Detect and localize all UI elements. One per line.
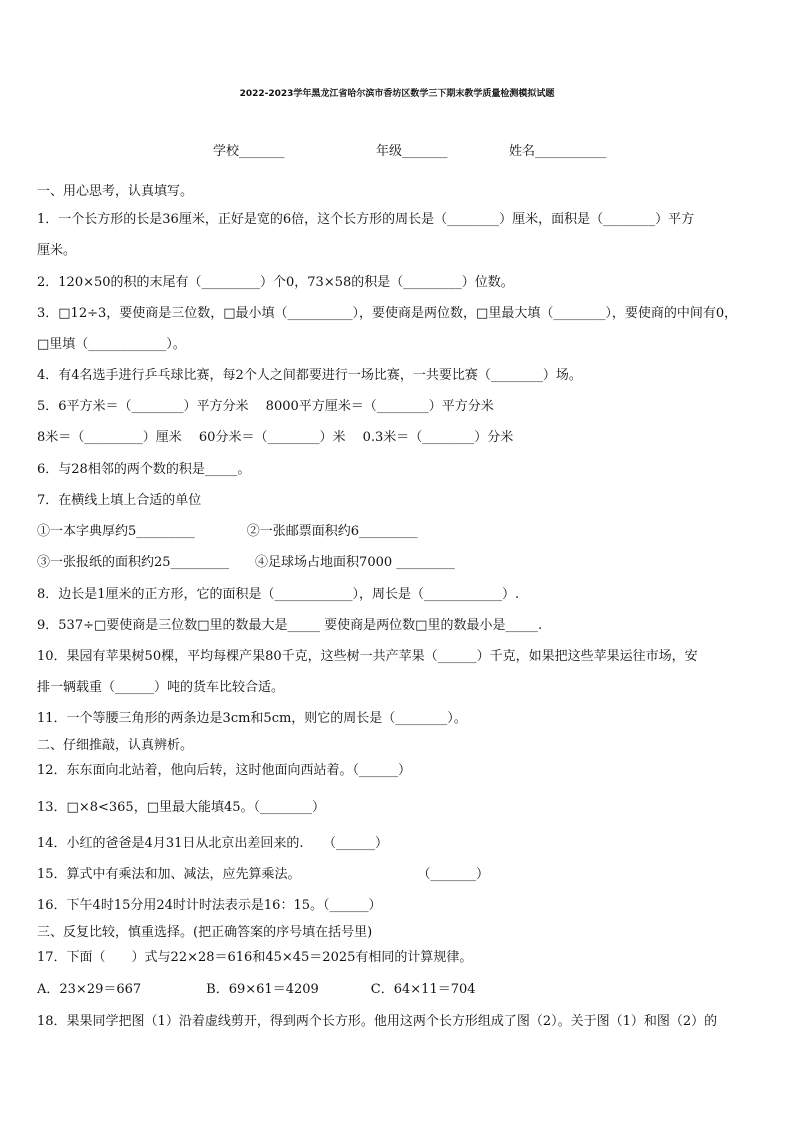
question-3: 3．□12÷3，要使商是三位数，□最小填（__________），要使商是两位数，□里最大填（________），要使商的中间有0， [37,306,738,321]
question-1: 1．一个长方形的长是36厘米，正好是宽的6倍，这个长方形的周长是（________）厘米，面积是（________）平方 [37,212,695,227]
exam-title: 2022-2023学年黑龙江省哈尔滨市香坊区数学三下期末教学质量检测模拟试题 [239,89,555,99]
name-field: 姓名___________ [509,144,607,159]
question-4: 4．有4名选手进行乒乓球比赛，每2个人之间都要进行一场比赛，一共要比赛（________）场。 [37,368,582,383]
question-14: 14．小红的爸爸是4月31日从北京出差回来的. （______） [37,836,388,851]
question-15: 15．算式中有乘法和加、减法，应先算乘法。 （_______） [37,867,490,882]
question-7-items-a: ①一本字典厚约5_________ ②一张邮票面积约6_________ [37,524,418,539]
grade-field: 年级_______ [376,144,448,159]
question-9: 9．537÷□要使商是三位数□里的数最大是_____ 要使商是两位数□里的数最小是_____. [37,618,543,633]
question-17: 17．下面（ ）式与22×28＝616和45×45＝2025有相同的计算规律。 [37,950,473,965]
question-12: 12．东东面向北站着，他向后转，这时他面向西站着。（______） [37,763,412,778]
question-18: 18．果果同学把图（1）沿着虚线剪开，得到两个长方形。他用这两个长方形组成了图（2）。关于图（1）和图（2）的 [37,1014,718,1029]
section-1-heading: 一、用心思考，认真填写。 [37,184,194,199]
section-3-heading: 三、反复比较，慎重选择。(把正确答案的序号填在括号里) [37,925,373,940]
question-10-cont: 排一辆载重（______）吨的货车比较合适。 [37,680,285,695]
school-field: 学校_______ [213,144,285,159]
question-6: 6．与28相邻的两个数的积是_____。 [37,462,251,477]
question-5-cont: 8米＝（_________）厘米 60分米＝（________）米 0.3米＝（________）分米 [37,430,514,445]
question-17-options: A．23×29＝667 B．69×61＝4209 C．64×11＝704 [37,982,476,997]
question-5: 5．6平方米＝（________）平方分米 8000平方厘米＝（________）平方分米 [37,399,494,414]
question-7-items-b: ③一张报纸的面积约25_________ ④足球场占地面积7000 _________ [37,555,455,570]
question-2: 2．120×50的积的末尾有（_________）个0，73×58的积是（_________）位数。 [37,275,514,290]
question-13: 13．□×8<365，□里最大能填45。（________） [37,800,326,815]
question-10: 10．果园有苹果树50棵，平均每棵产果80千克，这些树一共产苹果（______）千克，如果把这些苹果运往市场，安 [37,649,698,664]
question-16: 16．下午4时15分用24时计时法表示是16：15。（______） [37,898,382,913]
question-11: 11．一个等腰三角形的两条边是3cm和5cm，则它的周长是（________）。 [37,711,467,726]
question-3-cont: □里填（____________）。 [37,337,186,352]
question-7: 7．在横线上填上合适的单位 [37,493,202,508]
question-8: 8．边长是1厘米的正方形，它的面积是（____________），周长是（____________）. [37,587,520,602]
section-2-heading: 二、仔细推敲，认真辨析。 [37,738,194,753]
question-1-cont: 厘米。 [37,243,77,258]
